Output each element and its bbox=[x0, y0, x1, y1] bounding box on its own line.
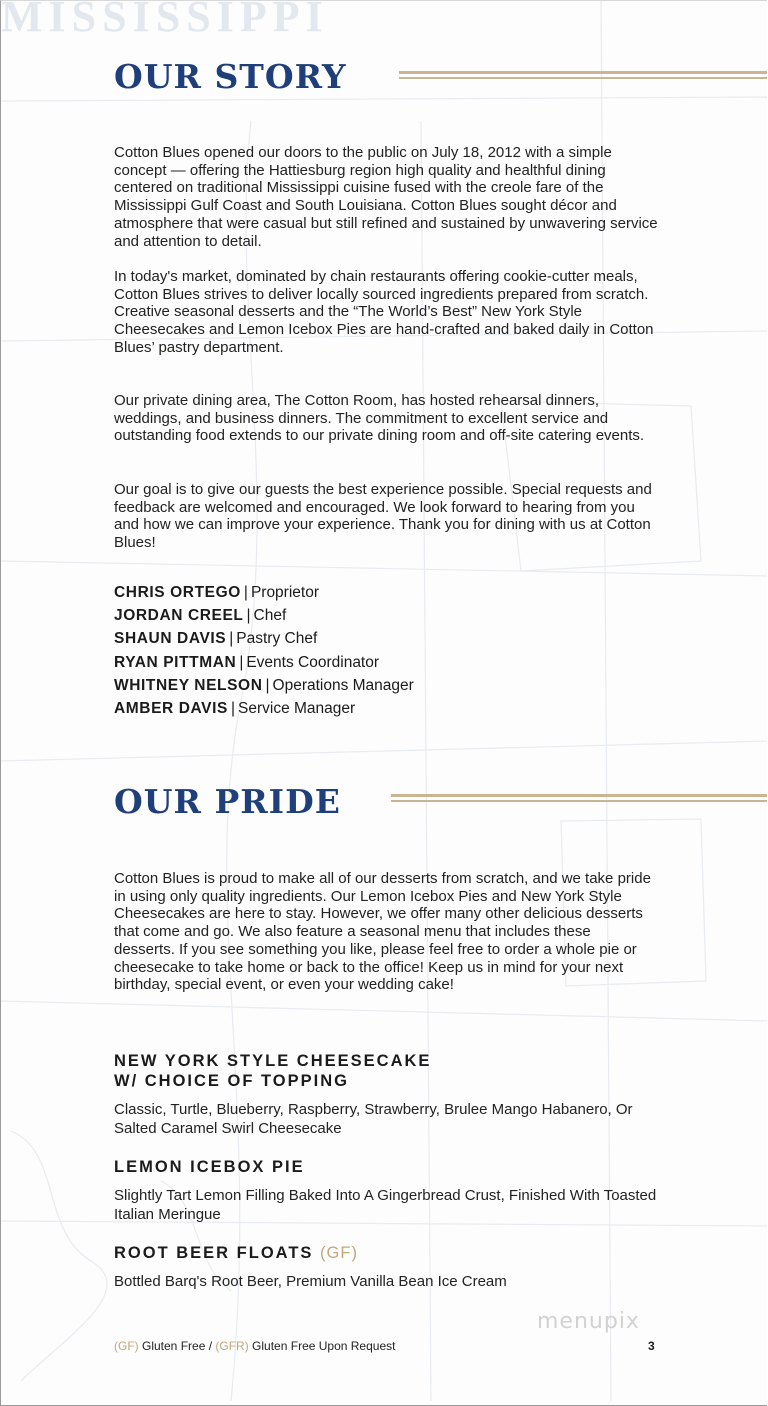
story-title-rule bbox=[399, 71, 767, 79]
story-paragraph-4: Our goal is to give our guests the best experience possible. Special requests and feedback are welcomed and encouraged. We look forward to hearing from you and how we can improve your experience. Thank you for dining with us at Cotton Blues! bbox=[114, 481, 652, 552]
staff-separator: | bbox=[243, 584, 248, 601]
staff-row bbox=[114, 676, 414, 699]
staff-row bbox=[114, 653, 414, 676]
page-number: 3 bbox=[648, 1339, 655, 1353]
staff-role: Pastry Chef bbox=[236, 630, 318, 648]
footer-legend bbox=[114, 1339, 395, 1353]
gf-legend-tag: (GF) bbox=[114, 1339, 139, 1353]
lemon-pie-title: LEMON ICEBOX PIE bbox=[114, 1158, 305, 1176]
cheesecake-title bbox=[114, 1051, 431, 1091]
gfr-legend-text: Gluten Free Upon Request bbox=[252, 1339, 396, 1353]
staff-role: Operations Manager bbox=[272, 676, 414, 694]
staff-row bbox=[114, 629, 414, 652]
staff-row bbox=[114, 583, 414, 606]
staff-name: WHITNEY NELSON bbox=[114, 676, 263, 694]
story-title: OUR STORY bbox=[114, 57, 347, 96]
root-beer-description: Bottled Barq's Root Beer, Premium Vanilla Bean Ice Cream bbox=[114, 1273, 507, 1290]
gf-legend-text: Gluten Free / bbox=[142, 1339, 213, 1353]
staff-name: AMBER DAVIS bbox=[114, 699, 228, 717]
cheesecake-title-line-1: NEW YORK STYLE CHEESECAKE bbox=[114, 1052, 432, 1070]
staff-separator: | bbox=[246, 607, 251, 625]
staff-role: Chef bbox=[253, 607, 287, 625]
staff-role: Events Coordinator bbox=[246, 653, 380, 671]
staff-separator: | bbox=[229, 630, 234, 648]
staff-separator: | bbox=[239, 653, 244, 671]
staff-name: RYAN PITTMAN bbox=[114, 653, 237, 671]
staff-name: SHAUN DAVIS bbox=[114, 630, 227, 648]
staff-list bbox=[114, 583, 414, 722]
pride-intro: Cotton Blues is proud to make all of our desserts from scratch, and we take pride in using only quality ingredients. Our Lemon Icebox Pies and New York Style Cheesecakes are here to stay. However, we offer many other delicious desserts that come and go. We also feature a seasonal menu that includes these desserts. If you see something you like, please feel free to order a whole pie or cheesecake to take home or back to the office! Keep us in mind for your next birthday, special event, or even your wedding cake! bbox=[114, 870, 651, 994]
lemon-pie-description: Slightly Tart Lemon Filling Baked Into A Gingerbread Crust, Finished With Toasted Italian Meringue bbox=[114, 1187, 657, 1223]
staff-row bbox=[114, 699, 414, 722]
gluten-free-tag: (GF) bbox=[320, 1244, 358, 1262]
staff-name: JORDAN CREEL bbox=[114, 607, 244, 625]
staff-role: Proprietor bbox=[250, 584, 319, 601]
staff-role: Service Manager bbox=[238, 699, 356, 717]
staff-separator: | bbox=[230, 699, 235, 717]
story-paragraph-3: Our private dining area, The Cotton Room, has hosted rehearsal dinners, weddings, and business dinners. The commitment to excellent service and outstanding food extends to our private dining room and off-site catering events. bbox=[114, 392, 645, 445]
cheesecake-description: Classic, Turtle, Blueberry, Raspberry, Strawberry, Brulee Mango Habanero, Or Salted Caramel Swirl Cheesecake bbox=[114, 1101, 633, 1137]
cheesecake-title-line-2: W/ CHOICE OF TOPPING bbox=[114, 1072, 349, 1090]
root-beer-title-text: ROOT BEER FLOATS bbox=[114, 1244, 314, 1262]
gfr-legend-tag: (GFR) bbox=[215, 1339, 249, 1353]
menupix-watermark: menupix bbox=[537, 1309, 640, 1334]
story-paragraph-2: In today's market, dominated by chain restaurants offering cookie-cutter meals, Cotton Blues strives to deliver locally sourced ingredients prepared from scratch. Creative seasonal desserts and the “The World’s Best” New York Style Cheesecakes and Lemon Icebox Pies are hand-crafted and baked daily in Cotton Blues’ pastry department. bbox=[114, 268, 654, 356]
pride-title: OUR PRIDE bbox=[114, 782, 341, 821]
root-beer-title bbox=[114, 1243, 358, 1263]
staff-separator: | bbox=[265, 676, 270, 694]
map-state-label: MISSISSIPPI bbox=[1, 0, 329, 41]
staff-name: CHRIS ORTEGO bbox=[114, 584, 241, 601]
pride-title-rule bbox=[391, 794, 767, 802]
staff-row bbox=[114, 606, 414, 629]
story-paragraph-1: Cotton Blues opened our doors to the public on July 18, 2012 with a simple concept — offering the Hattiesburg region high quality and healthful dining centered on traditional Mississippi cuisine fused with the creole fare of the Mississippi Gulf Coast and South Louisiana. Cotton Blues sought décor and atmosphere that were casual but still refined and sustained by unwavering service and attention to detail. bbox=[114, 144, 658, 250]
